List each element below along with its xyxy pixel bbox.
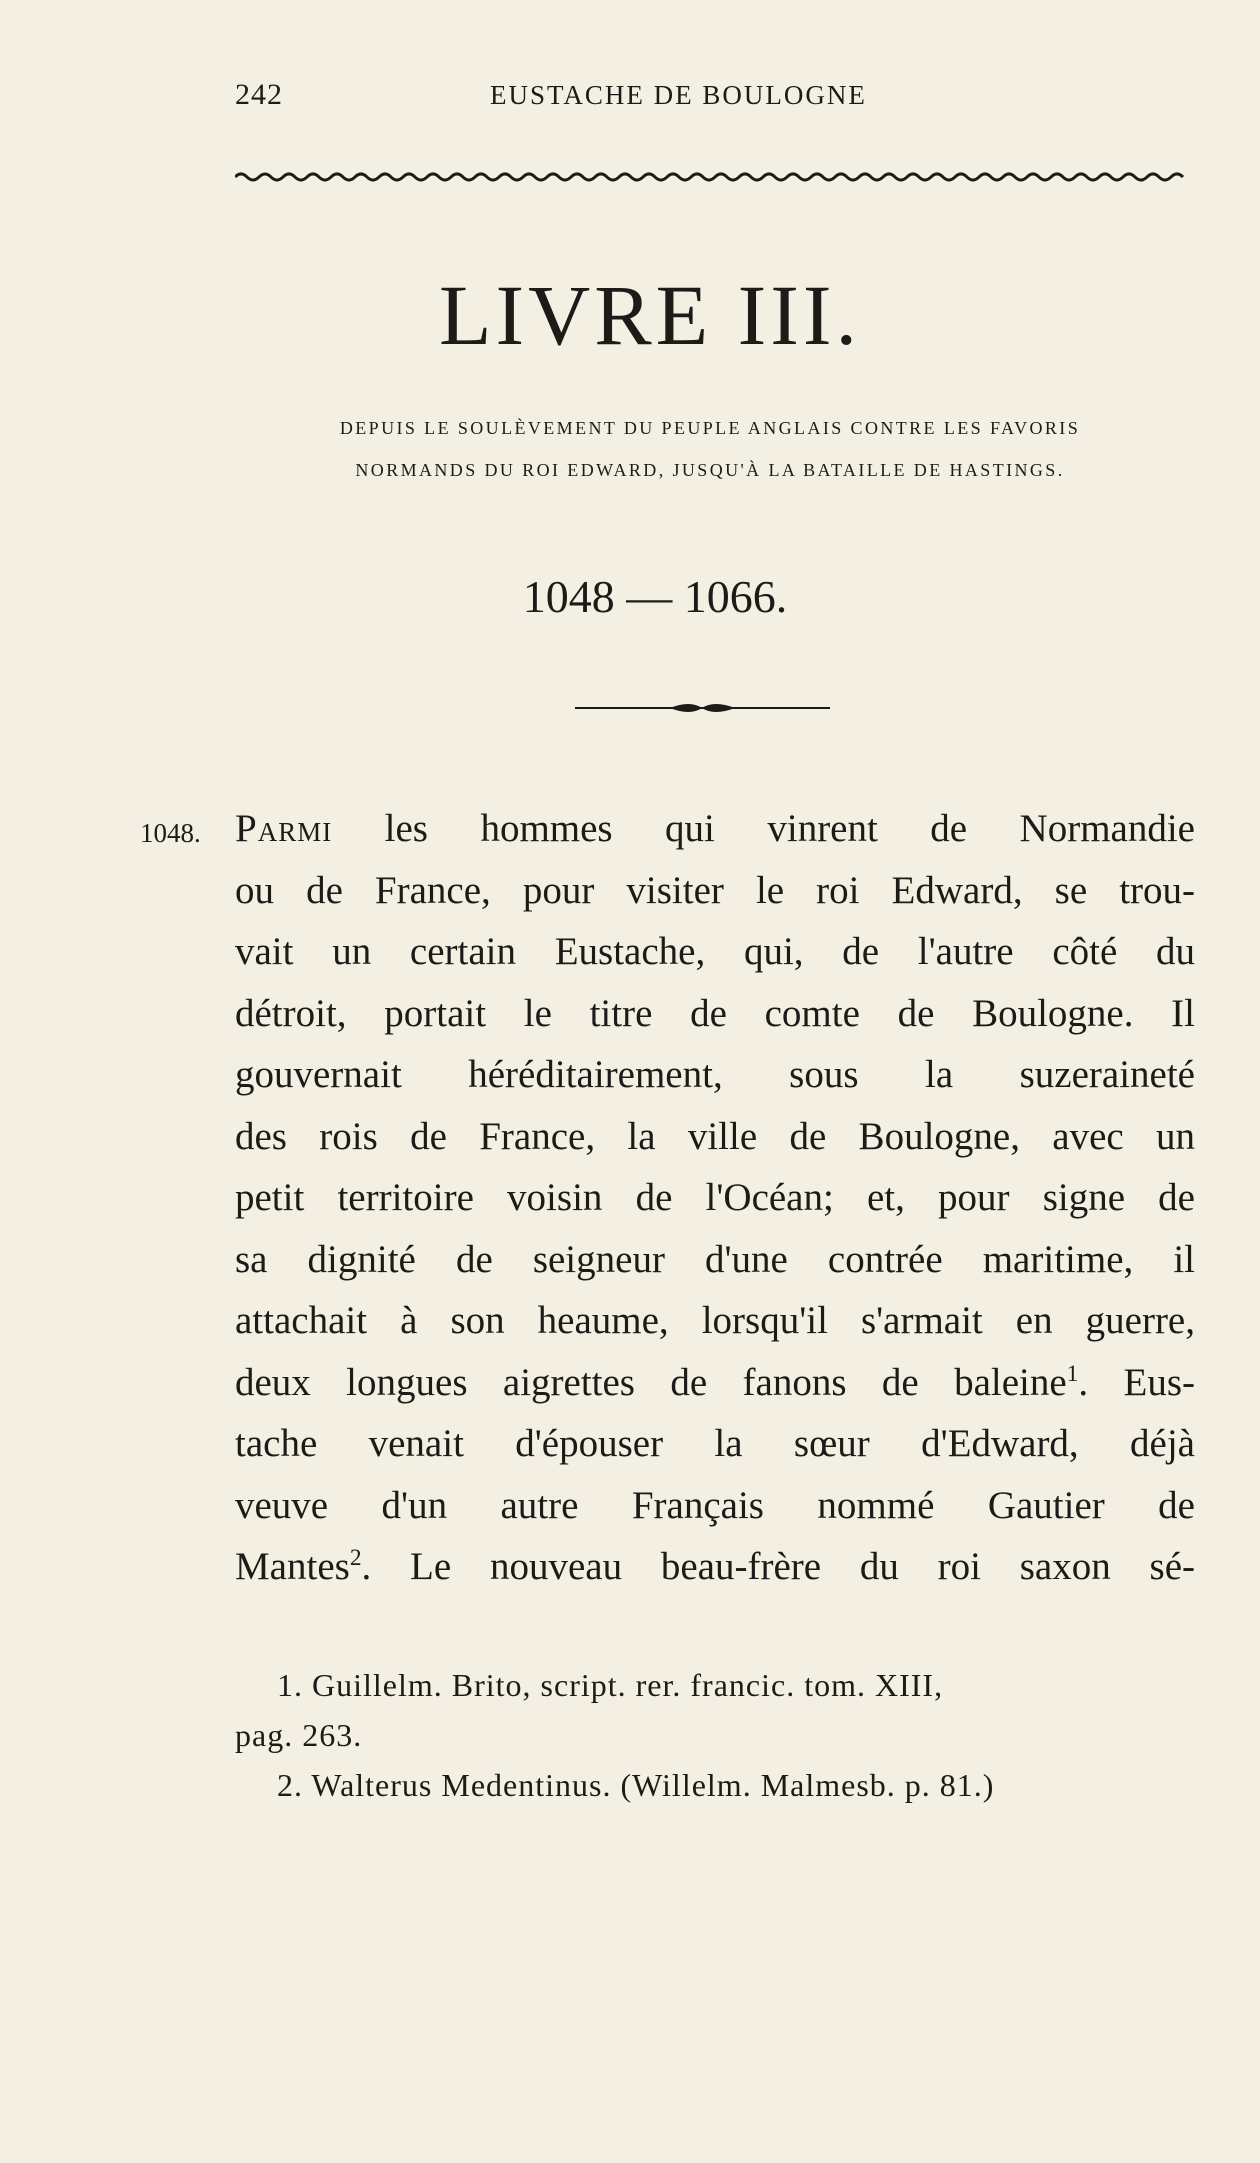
footnote: 1. Guillelm. Brito, script. rer. francic. tom. XIII, — [277, 1667, 944, 1703]
footnote-ref: 1 — [1066, 1360, 1079, 1387]
text-line: veuve d'un autre Français nommé Gautier de — [235, 1483, 1195, 1527]
footnotes — [235, 1660, 1195, 1810]
text-line: deux longues aigrettes de fanons de baleine$^1$. Eus- — [235, 1360, 1195, 1404]
text-line: tache venait d'épouser la sœur d'Edward, déjà — [235, 1422, 1195, 1465]
page-number: 242 — [235, 78, 283, 111]
chapter-years: 1048 — 1066. — [522, 571, 788, 622]
text-line: petit territoire voisin de l'Océan; et, pour signe de — [235, 1176, 1195, 1219]
lead-word: Parmi — [235, 807, 333, 850]
body-paragraph — [235, 798, 1195, 1598]
text-line: Mantes$^2$. Le nouveau beau-frère du roi saxon sé- — [235, 1545, 1195, 1588]
text-line: ou de France, pour visiter le roi Edward, se trou- — [235, 868, 1195, 912]
chapter-title: LIVRE III. — [438, 267, 862, 363]
footnote-ref: 2 — [349, 1545, 362, 1571]
chapter-subtitle-line-2: NORMANDS DU ROI EDWARD, JUSQU'À LA BATAILLE DE HASTINGS. — [355, 460, 1065, 480]
margin-year: 1048. — [140, 818, 201, 848]
text-line: attachait à son heaume, lorsqu'il s'armait en guerre, — [235, 1299, 1195, 1342]
ornament-divider — [575, 700, 830, 716]
text-line: vait un certain Eustache, qui, de l'autre côté du — [235, 930, 1195, 973]
text-line: Parmi les hommes qui vinrent de Normandie — [235, 807, 1195, 850]
text-line: des rois de France, la ville de Boulogne, avec un — [235, 1114, 1195, 1158]
decorative-wavy-rule — [235, 170, 1190, 184]
footnote: 2. Walterus Medentinus. (Willelm. Malmesb. p. 81.) — [277, 1767, 995, 1803]
text-line: gouvernait héréditairement, sous la suzeraineté — [235, 1053, 1195, 1096]
text-line: détroit, portait le titre de comte de Boulogne. Il — [235, 991, 1195, 1035]
footnote-continuation: pag. 263. — [235, 1717, 363, 1753]
running-title: EUSTACHE DE BOULOGNE — [490, 80, 867, 110]
chapter-subtitle-line-1: DEPUIS LE SOULÈVEMENT DU PEUPLE ANGLAIS CONTRE LES FAVORIS — [339, 418, 1081, 438]
text-line: sa dignité de seigneur d'une contrée maritime, il — [235, 1237, 1195, 1281]
